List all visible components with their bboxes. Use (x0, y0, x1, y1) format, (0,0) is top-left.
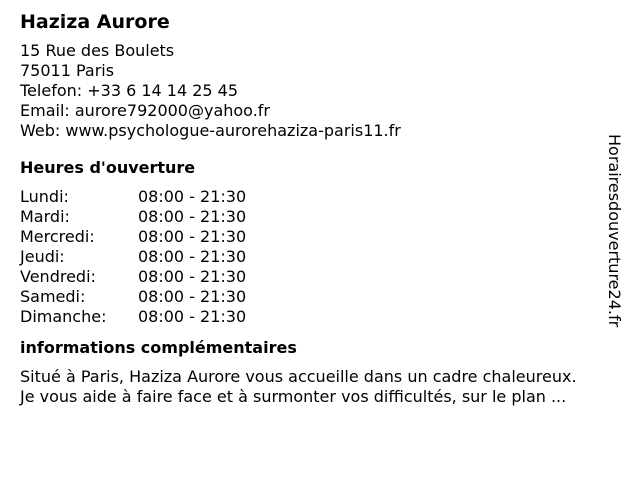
hours-row (20, 287, 246, 307)
business-name: Haziza Aurore (20, 11, 170, 33)
hours-row (20, 267, 246, 287)
info-text-line: Situé à Paris, Haziza Aurore vous accueille dans un cadre chaleureux. (20, 367, 577, 386)
hours-day: Jeudi: (20, 247, 65, 266)
hours-time: 08:00 - 21:30 (138, 227, 247, 246)
info-heading: informations complémentaires (20, 338, 297, 357)
address-city: 75011 Paris (20, 61, 115, 80)
hours-day: Samedi: (20, 287, 86, 306)
opening-hours-table (20, 187, 246, 327)
hours-day: Mardi: (20, 207, 70, 226)
hours-time: 08:00 - 21:30 (138, 307, 247, 326)
hours-time: 08:00 - 21:30 (138, 207, 247, 226)
hours-row (20, 187, 246, 207)
phone-line: Telefon: +33 6 14 14 25 45 (20, 81, 239, 100)
contact-block (20, 41, 620, 141)
brand-watermark: Horairesdouverture24.fr (605, 134, 624, 328)
hours-row (20, 307, 246, 327)
hours-time: 08:00 - 21:30 (138, 287, 247, 306)
hours-row (20, 247, 246, 267)
info-text-line: Je vous aide à faire face et à surmonter vos difficultés, sur le plan ... (20, 387, 567, 406)
website-line: Web: www.psychologue-aurorehaziza-paris11.fr (20, 121, 401, 140)
hours-heading: Heures d'ouverture (20, 158, 196, 177)
hours-day: Mercredi: (20, 227, 95, 246)
hours-row (20, 207, 246, 227)
hours-time: 08:00 - 21:30 (138, 247, 247, 266)
hours-time: 08:00 - 21:30 (138, 187, 247, 206)
hours-day: Lundi: (20, 187, 69, 206)
hours-day: Vendredi: (20, 267, 96, 286)
hours-day: Dimanche: (20, 307, 107, 326)
hours-time: 08:00 - 21:30 (138, 267, 247, 286)
email-line: Email: aurore792000@yahoo.fr (20, 101, 270, 120)
hours-row (20, 227, 246, 247)
address-street: 15 Rue des Boulets (20, 41, 175, 60)
business-card (20, 10, 620, 407)
